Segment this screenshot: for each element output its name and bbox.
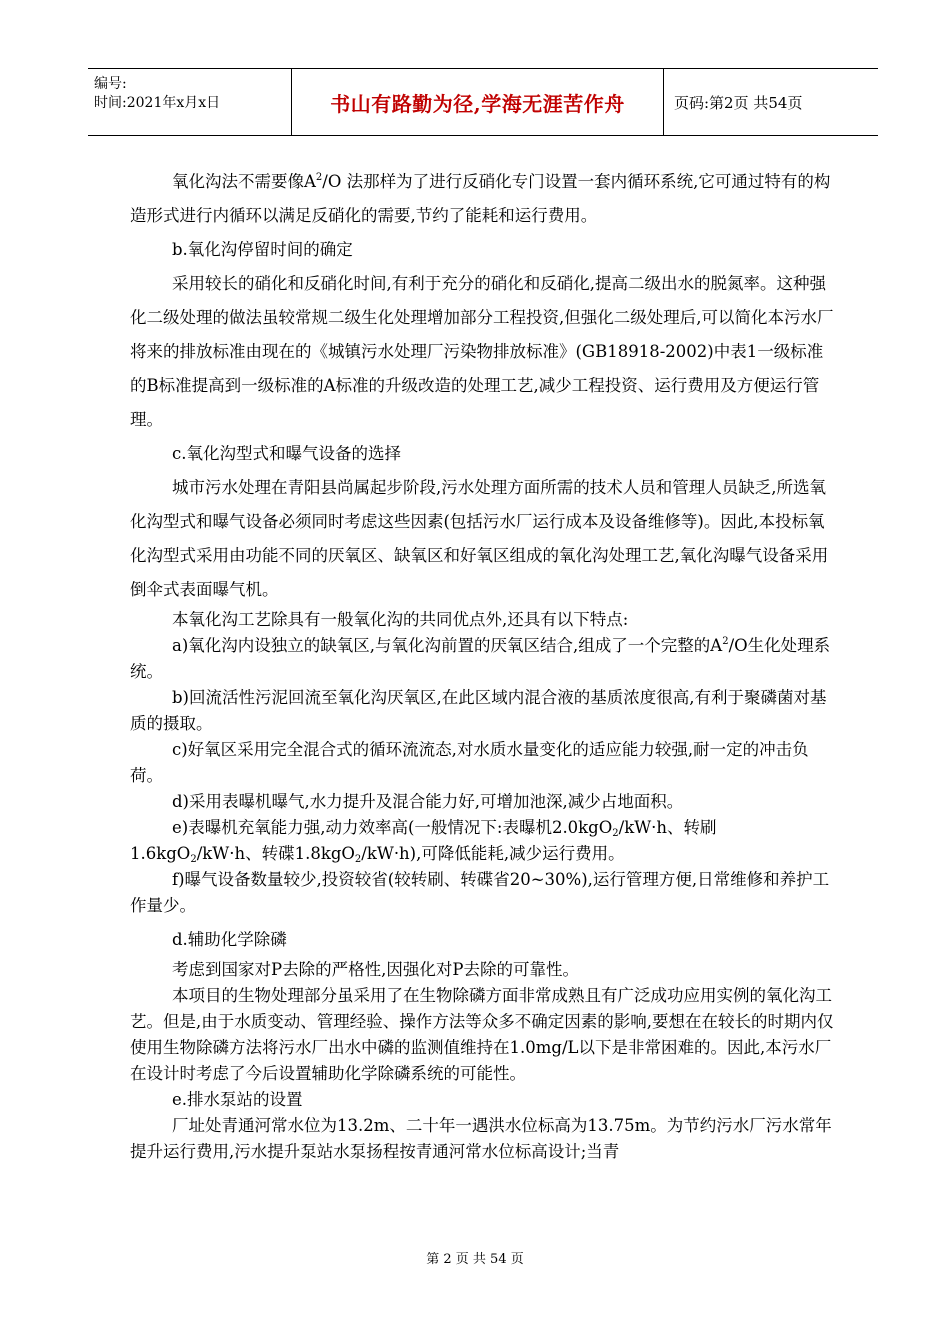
header-page-number: 页码:第2页 共54页 xyxy=(674,93,803,112)
paragraph: 采用较长的硝化和反硝化时间,有利于充分的硝化和反硝化,提高二级出水的脱氮率。这种强化二级处理的做法虽较常规二级生化处理增加部分工程投资,但强化二级处理后,可以简化本污水厂将来的排放标准由现在的《城镇污水处理厂污染物排放标准》(GB18918-2002)中表1一级标准的B标准提高到一级标准的A标准的升级改造的处理工艺,减少工程投资、运行费用及方便运行管理。 xyxy=(130,274,834,429)
page-header xyxy=(88,68,878,136)
feature-item: b)回流活性污泥回流至氧化沟厌氧区,在此区域内混合液的基质浓度很高,有利于聚磷菌对基质的摄取。 xyxy=(130,688,827,733)
feature-item: f)曝气设备数量较少,投资较省(较转刷、转碟省20~30%),运行管理方便,日常维修和养护工作量少。 xyxy=(130,870,830,915)
paragraph: 氧化沟法不需要像$A^2/O$ 法那样为了进行反硝化专门设置一套内循环系统,它可通过特有的构造形式进行内循环以满足反硝化的需要,节约了能耗和运行费用。 xyxy=(130,172,831,225)
paragraph: 厂址处青通河常水位为13.2m、二十年一遇洪水位标高为13.75m。为节约污水厂污水常年提升运行费用,污水提升泵站水泵扬程按青通河常水位标高设计;当青 xyxy=(130,1116,832,1161)
section-heading: d.辅助化学除磷 xyxy=(172,930,287,949)
feature-item: c)好氧区采用完全混合式的循环流流态,对水质水量变化的适应能力较强,耐一定的冲击负荷。 xyxy=(130,740,809,785)
header-number: 编号: xyxy=(94,76,127,92)
section-heading: c.氧化沟型式和曝气设备的选择 xyxy=(172,444,401,463)
page-footer: 第 2 页 共 54 页 xyxy=(426,1252,524,1267)
feature-item: e)表曝机充氧能力强,动力效率高(一般情况下:表曝机2.0kgO$_2$/kW·h、转刷1.6kgO$_2$/kW·h、转碟1.8kgO$_2$/kW·h),可降低能耗,减少运行费用。 xyxy=(130,818,717,865)
section-heading: b.氧化沟停留时间的确定 xyxy=(172,240,353,259)
paragraph: 城市污水处理在青阳县尚属起步阶段,污水处理方面所需的技术人员和管理人员缺乏,所选氧化沟型式和曝气设备必须同时考虑这些因素(包括污水厂运行成本及设备维修等)。因此,本投标氧化沟型式采用由功能不同的厌氧区、缺氧区和好氧区组成的氧化沟处理工艺,氧化沟曝气设备采用倒伞式表面曝气机。 xyxy=(130,478,829,599)
feature-item: a)氧化沟内设独立的缺氧区,与氧化沟前置的厌氧区结合,组成了一个完整的$A^2/O$生化处理系统。 xyxy=(130,636,831,681)
paragraph: 本项目的生物处理部分虽采用了在生物除磷方面非常成熟且有广泛成功应用实例的氧化沟工艺。但是,由于水质变动、管理经验、操作方法等众多不确定因素的影响,要想在在较长的时期内仅使用生物除磷方法将污水厂出水中磷的监测值维持在1.0mg/L以下是非常困难的。因此,本污水厂在设计时考虑了今后设置辅助化学除磷系统的可能性。 xyxy=(130,986,834,1083)
section-heading: e.排水泵站的设置 xyxy=(172,1090,303,1109)
paragraph: 本氧化沟工艺除具有一般氧化沟的共同优点外,还具有以下特点: xyxy=(172,610,629,629)
feature-item: d)采用表曝机曝气,水力提升及混合能力好,可增加池深,减少占地面积。 xyxy=(172,792,684,811)
paragraph: 考虑到国家对P去除的严格性,因强化对P去除的可靠性。 xyxy=(172,960,579,979)
header-meta xyxy=(88,69,292,135)
document-body xyxy=(130,165,837,1165)
header-motto: 书山有路勤为径,学海无涯苦作舟 xyxy=(292,69,664,135)
header-time: 时间:2021年x月x日 xyxy=(94,95,221,111)
